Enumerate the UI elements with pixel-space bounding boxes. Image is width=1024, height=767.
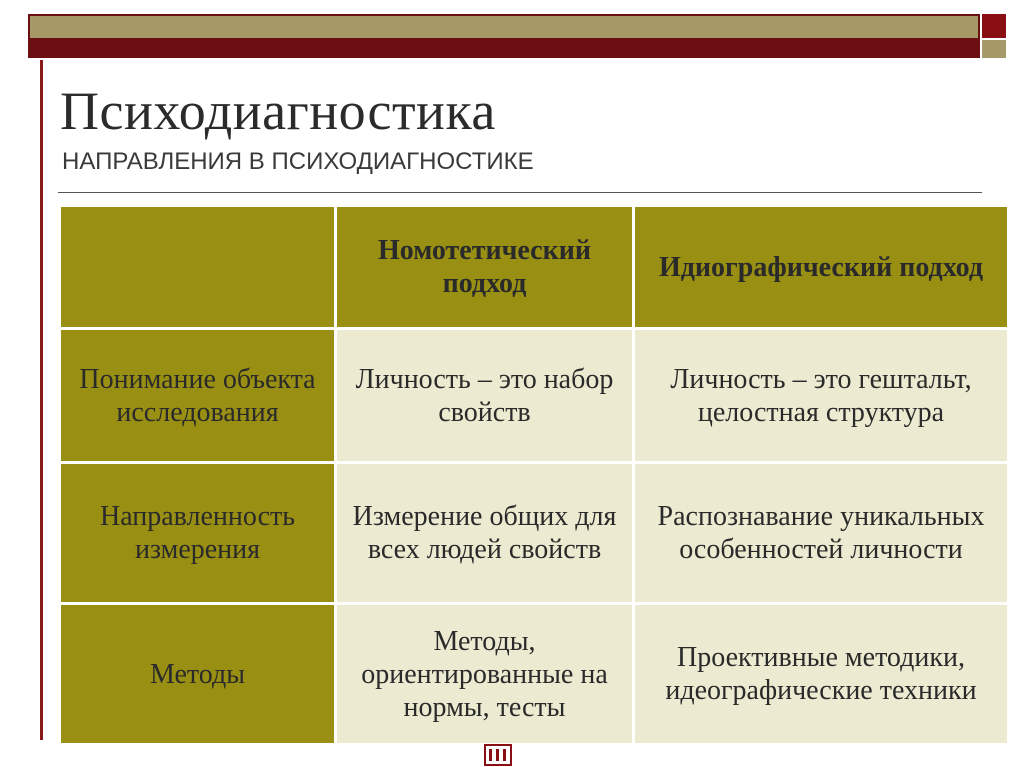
nomothetic-cell: Измерение общих для всех людей свойств <box>336 463 634 604</box>
slide-title: Психодиагностика <box>60 81 496 141</box>
nomothetic-cell: Личность – это набор свойств <box>336 329 634 463</box>
corner-square-red <box>982 14 1006 38</box>
header-empty-cell <box>60 206 336 329</box>
row-label: Направленность измерения <box>60 463 336 604</box>
slide-subtitle: НАПРАВЛЕНИЯ В ПСИХОДИАГНОСТИКЕ <box>62 148 534 175</box>
top-decor-bar-inner <box>30 16 978 38</box>
comparison-table <box>58 204 1010 746</box>
row-label: Понимание объекта исследования <box>60 329 336 463</box>
corner-square-olive <box>982 40 1006 58</box>
idiographic-cell: Распознавание уникальных особенностей личности <box>634 463 1009 604</box>
header-idiographic: Идиографический подход <box>634 206 1009 329</box>
title-divider <box>58 192 982 193</box>
header-nomothetic: Номотетический подход <box>336 206 634 329</box>
table-header-row <box>60 206 1009 329</box>
row-label: Методы <box>60 604 336 745</box>
table-row <box>60 604 1009 745</box>
university-logo-icon <box>484 744 512 766</box>
nomothetic-cell: Методы, ориентированные на нормы, тесты <box>336 604 634 745</box>
table-row <box>60 463 1009 604</box>
left-vertical-rule <box>40 60 43 740</box>
table-row <box>60 329 1009 463</box>
idiographic-cell: Личность – это гештальт, целостная структура <box>634 329 1009 463</box>
idiographic-cell: Проективные методики, идеографические техники <box>634 604 1009 745</box>
